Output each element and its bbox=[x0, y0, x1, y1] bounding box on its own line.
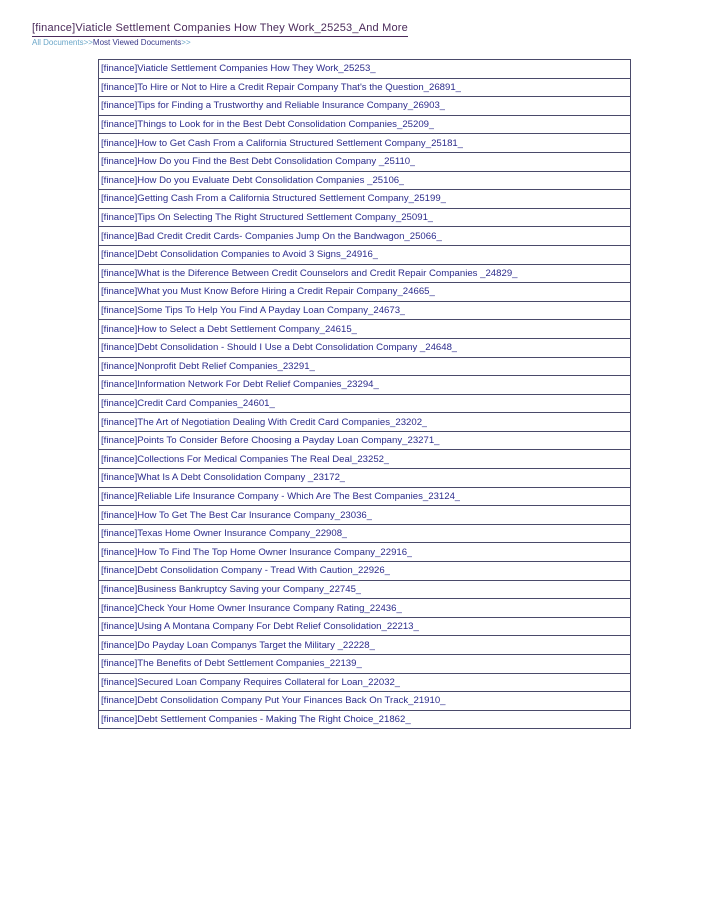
list-item bbox=[99, 636, 630, 655]
document-link[interactable]: [finance]Bad Credit Credit Cards- Companies Jump On the Bandwagon_25066_ bbox=[101, 230, 442, 242]
document-link[interactable]: [finance]Tips On Selecting The Right Structured Settlement Company_25091_ bbox=[101, 212, 434, 224]
list-item bbox=[99, 692, 630, 711]
document-link[interactable]: [finance]Check Your Home Owner Insurance Company Rating_22436_ bbox=[101, 602, 402, 614]
document-list bbox=[98, 59, 631, 729]
document-link[interactable]: [finance]Credit Card Companies_24601_ bbox=[101, 397, 275, 409]
list-item bbox=[99, 116, 630, 135]
document-link[interactable]: [finance]What Is A Debt Consolidation Company _23172_ bbox=[101, 472, 346, 484]
list-item bbox=[99, 283, 630, 302]
list-item bbox=[99, 265, 630, 284]
list-item bbox=[99, 599, 630, 618]
breadcrumb-most-viewed-link[interactable]: Most Viewed Documents bbox=[92, 38, 182, 47]
list-item bbox=[99, 172, 630, 191]
list-item bbox=[99, 711, 630, 730]
list-item bbox=[99, 376, 630, 395]
document-link[interactable]: [finance]Information Network For Debt Relief Companies_23294_ bbox=[101, 379, 379, 391]
document-link[interactable]: [finance]Viaticle Settlement Companies How They Work_25253_ bbox=[101, 63, 376, 75]
list-item bbox=[99, 134, 630, 153]
document-link[interactable]: [finance]How Do you Evaluate Debt Consolidation Companies _25106_ bbox=[101, 174, 405, 186]
document-link[interactable]: [finance]How To Find The Top Home Owner Insurance Company_22916_ bbox=[101, 546, 413, 558]
breadcrumb-all-documents-link[interactable]: All Documents bbox=[32, 38, 84, 47]
list-item bbox=[99, 320, 630, 339]
document-link[interactable]: [finance]How to Get Cash From a California Structured Settlement Company_25181_ bbox=[101, 137, 464, 149]
list-item bbox=[99, 339, 630, 358]
document-link[interactable]: [finance]Getting Cash From a California Structured Settlement Company_25199_ bbox=[101, 193, 447, 205]
list-item bbox=[99, 97, 630, 116]
document-link[interactable]: [finance]Nonprofit Debt Relief Companies_23291_ bbox=[101, 360, 315, 372]
list-item bbox=[99, 302, 630, 321]
list-item bbox=[99, 618, 630, 637]
document-link[interactable]: [finance]Texas Home Owner Insurance Company_22908_ bbox=[101, 528, 348, 540]
document-link[interactable]: [finance]Using A Montana Company For Debt Relief Consolidation_22213_ bbox=[101, 621, 419, 633]
document-link[interactable]: [finance]What you Must Know Before Hiring a Credit Repair Company_24665_ bbox=[101, 286, 435, 298]
document-link[interactable]: [finance]To Hire or Not to Hire a Credit Repair Company That's the Question_26891_ bbox=[101, 81, 462, 93]
document-link[interactable]: [finance]Debt Settlement Companies - Making The Right Choice_21862_ bbox=[101, 714, 411, 726]
list-item bbox=[99, 581, 630, 600]
document-link[interactable]: [finance]How To Get The Best Car Insurance Company_23036_ bbox=[101, 509, 373, 521]
breadcrumb-separator: >> bbox=[83, 38, 93, 47]
document-link[interactable]: [finance]Debt Consolidation - Should I Use a Debt Consolidation Company _24648_ bbox=[101, 342, 458, 354]
document-link[interactable]: [finance]The Art of Negotiation Dealing With Credit Card Companies_23202_ bbox=[101, 416, 428, 428]
breadcrumb bbox=[32, 38, 191, 47]
document-link[interactable]: [finance]How to Select a Debt Settlement Company_24615_ bbox=[101, 323, 357, 335]
list-item bbox=[99, 153, 630, 172]
document-link[interactable]: [finance]Business Bankruptcy Saving your Company_22745_ bbox=[101, 583, 362, 595]
list-item bbox=[99, 227, 630, 246]
list-item bbox=[99, 562, 630, 581]
list-item bbox=[99, 432, 630, 451]
document-link[interactable]: [finance]Points To Consider Before Choosing a Payday Loan Company_23271_ bbox=[101, 435, 440, 447]
document-link[interactable]: [finance]How Do you Find the Best Debt Consolidation Company _25110_ bbox=[101, 156, 416, 168]
list-item bbox=[99, 395, 630, 414]
document-link[interactable]: [finance]Debt Consolidation Company Put Your Finances Back On Track_21910_ bbox=[101, 695, 446, 707]
breadcrumb-trailing-separator: >> bbox=[181, 38, 191, 47]
document-link[interactable]: [finance]Secured Loan Company Requires Collateral for Loan_22032_ bbox=[101, 676, 401, 688]
list-item bbox=[99, 358, 630, 377]
list-item bbox=[99, 190, 630, 209]
list-item bbox=[99, 488, 630, 507]
list-item bbox=[99, 674, 630, 693]
document-link[interactable]: [finance]Do Payday Loan Companys Target the Military _22228_ bbox=[101, 639, 375, 651]
list-item bbox=[99, 525, 630, 544]
list-item bbox=[99, 209, 630, 228]
document-link[interactable]: [finance]Debt Consolidation Company - Tread With Caution_22926_ bbox=[101, 565, 391, 577]
list-item bbox=[99, 543, 630, 562]
list-item bbox=[99, 655, 630, 674]
page-title: [finance]Viaticle Settlement Companies How They Work_25253_And More bbox=[32, 22, 408, 37]
document-link[interactable]: [finance]The Benefits of Debt Settlement Companies_22139_ bbox=[101, 658, 362, 670]
list-item bbox=[99, 79, 630, 98]
list-item bbox=[99, 469, 630, 488]
document-link[interactable]: [finance]Some Tips To Help You Find A Payday Loan Company_24673_ bbox=[101, 305, 406, 317]
list-item bbox=[99, 450, 630, 469]
document-link[interactable]: [finance]Collections For Medical Companies The Real Deal_23252_ bbox=[101, 453, 390, 465]
document-link[interactable]: [finance]Debt Consolidation Companies to Avoid 3 Signs_24916_ bbox=[101, 249, 379, 261]
list-item bbox=[99, 246, 630, 265]
list-item bbox=[99, 60, 630, 79]
list-item bbox=[99, 413, 630, 432]
document-link[interactable]: [finance]Reliable Life Insurance Company - Which Are The Best Companies_23124_ bbox=[101, 490, 461, 502]
document-link[interactable]: [finance]What is the Diference Between Credit Counselors and Credit Repair Companies _24829_ bbox=[101, 267, 518, 279]
list-item bbox=[99, 506, 630, 525]
document-link[interactable]: [finance]Tips for Finding a Trustworthy and Reliable Insurance Company_26903_ bbox=[101, 100, 446, 112]
document-link[interactable]: [finance]Things to Look for in the Best Debt Consolidation Companies_25209_ bbox=[101, 119, 435, 131]
